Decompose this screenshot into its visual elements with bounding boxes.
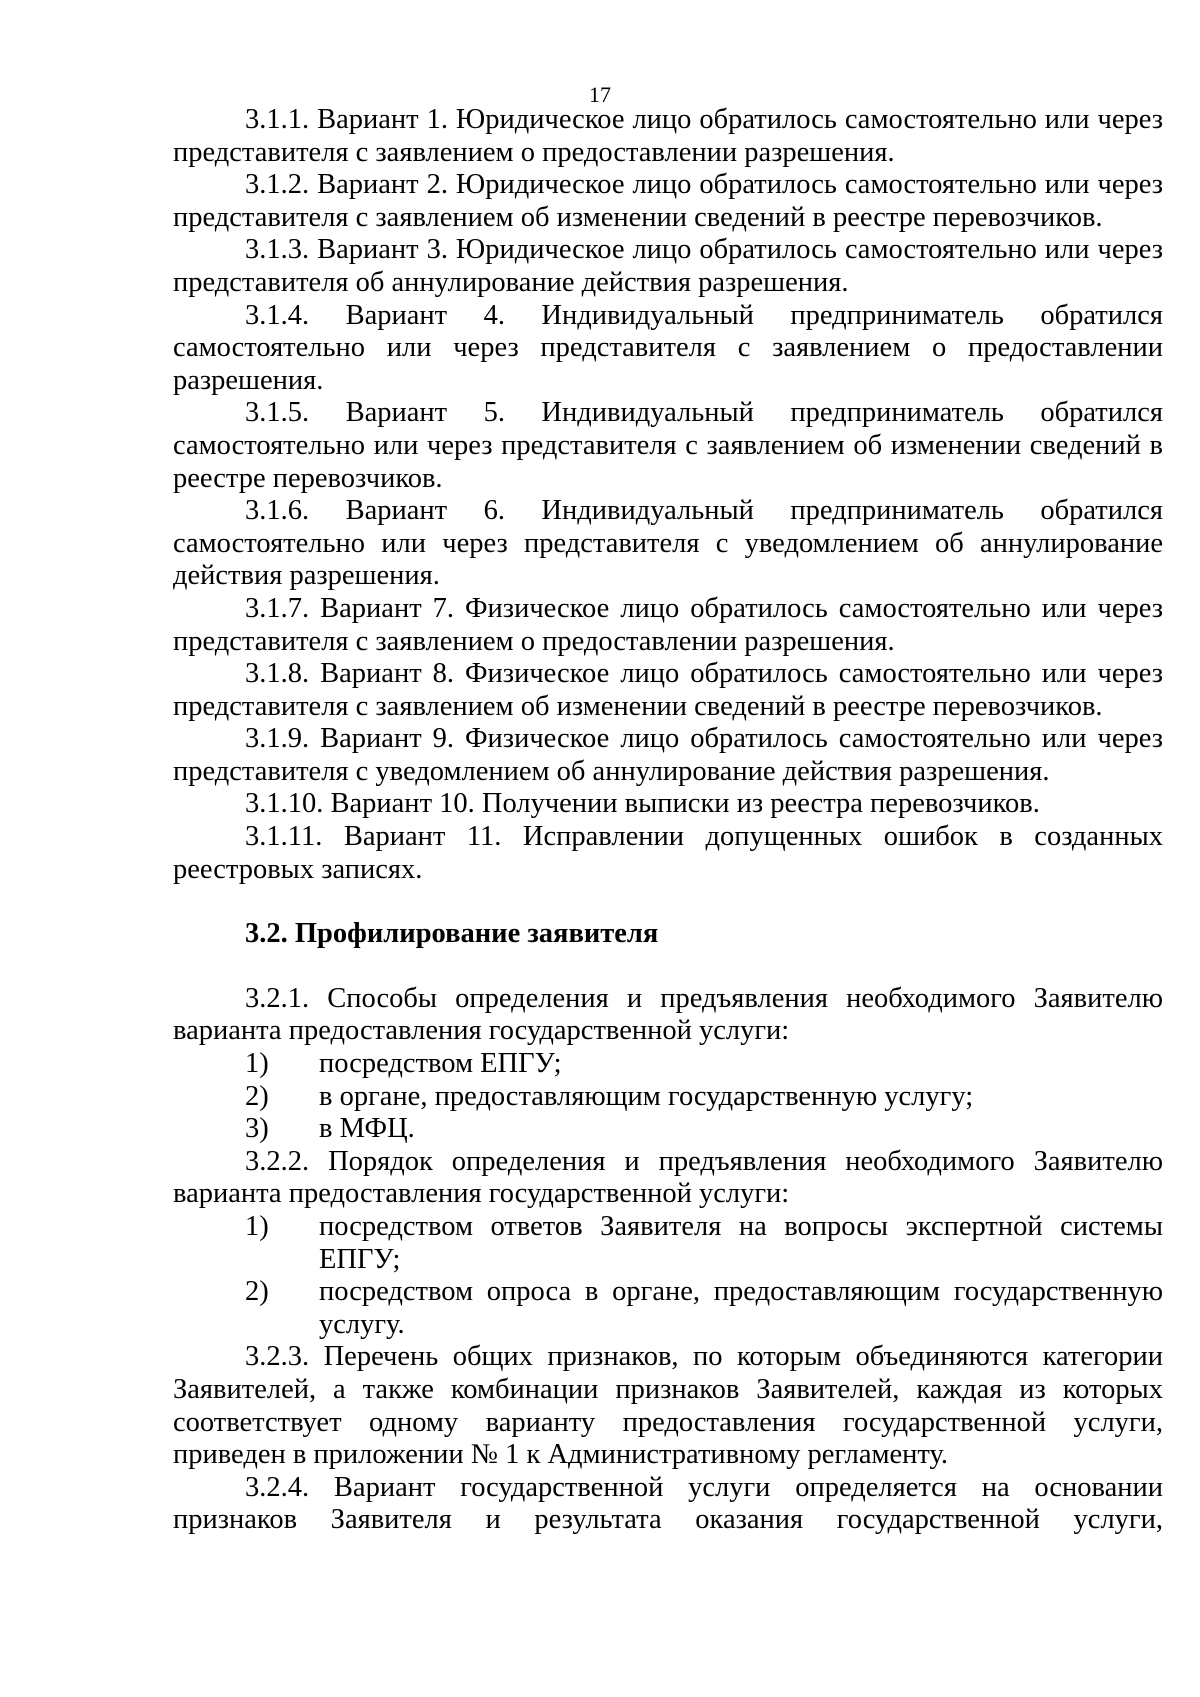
list-number: 1) [245,1048,269,1080]
paragraph-3-2-2: 3.2.2. Порядок определения и предъявления необходимого Заявителю варианта предоставления государственной услуги: [173,1145,1163,1210]
paragraph-3-2-4: 3.2.4. Вариант государственной услуги определяется на основании признаков Заявителя и результата оказания государственной услуги, [173,1471,1163,1536]
list-text: в органе, предоставляющим государственную услугу; [319,1080,974,1112]
paragraph-3-2-1: 3.2.1. Способы определения и предъявления необходимого Заявителю варианта предоставления государственной услуги: [173,982,1163,1047]
list-text: посредством опроса в органе, предоставляющим государственную услугу. [319,1276,1163,1340]
list-number: 2) [245,1080,269,1112]
paragraph-3-1-6: 3.1.6. Вариант 6. Индивидуальный предприниматель обратился самостоятельно или через представителя с уведомлением об аннулирование действия разрешения. [173,495,1163,592]
list-item [173,1113,1163,1146]
list-number: 3) [245,1113,269,1145]
list-text: в МФЦ. [319,1113,415,1145]
paragraph-3-2-3: 3.2.3. Перечень общих признаков, по которым объединяются категории Заявителей, а также комбинации признаков Заявителей, каждая из которых соответствует одному варианту предоставления государственной услуги, приведен в приложении № 1 к Административному регламенту. [173,1341,1163,1471]
paragraph-3-1-9: 3.1.9. Вариант 9. Физическое лицо обратилось самостоятельно или через представителя с уведомлением об аннулирование действия разрешения. [173,723,1163,787]
paragraph-3-1-1: 3.1.1. Вариант 1. Юридическое лицо обратилось самостоятельно или через представителя с заявлением о предоставлении разрешения. [173,104,1163,168]
document-body [173,104,1163,1537]
list-text: посредством ответов Заявителя на вопросы экспертной системы ЕПГУ; [319,1211,1163,1275]
list-item [173,1048,1163,1081]
paragraph-3-1-4: 3.1.4. Вариант 4. Индивидуальный предприниматель обратился самостоятельно или через представителя с заявлением о предоставлении разрешения. [173,299,1163,396]
paragraph-3-1-10: 3.1.10. Вариант 10. Получении выписки из реестра перевозчиков. [245,788,1040,820]
paragraph-3-1-5: 3.1.5. Вариант 5. Индивидуальный предприниматель обратился самостоятельно или через представителя с заявлением об изменении сведений в реестре перевозчиков. [173,397,1163,494]
paragraph-3-1-11: 3.1.11. Вариант 11. Исправлении допущенных ошибок в созданных реестровых записях. [173,821,1163,885]
paragraph-3-1-7: 3.1.7. Вариант 7. Физическое лицо обратилось самостоятельно или через представителя с заявлением о предоставлении разрешения. [173,592,1163,657]
list-item [173,1211,1163,1276]
list-item [173,1276,1163,1341]
section-heading: 3.2. Профилирование заявителя [245,918,659,950]
paragraph-3-1-8: 3.1.8. Вариант 8. Физическое лицо обратилось самостоятельно или через представителя с заявлением об изменении сведений в реестре перевозчиков. [173,658,1163,722]
paragraph-3-1-3: 3.1.3. Вариант 3. Юридическое лицо обратилось самостоятельно или через представителя об аннулирование действия разрешения. [173,234,1163,298]
paragraph-3-1-2: 3.1.2. Вариант 2. Юридическое лицо обратилось самостоятельно или через представителя с заявлением об изменении сведений в реестре перевозчиков. [173,169,1163,233]
list-number: 2) [245,1276,269,1308]
list-item [173,1081,1163,1114]
page-number: 17 [589,82,611,107]
list-text: посредством ЕПГУ; [319,1048,562,1080]
list-number: 1) [245,1211,269,1242]
